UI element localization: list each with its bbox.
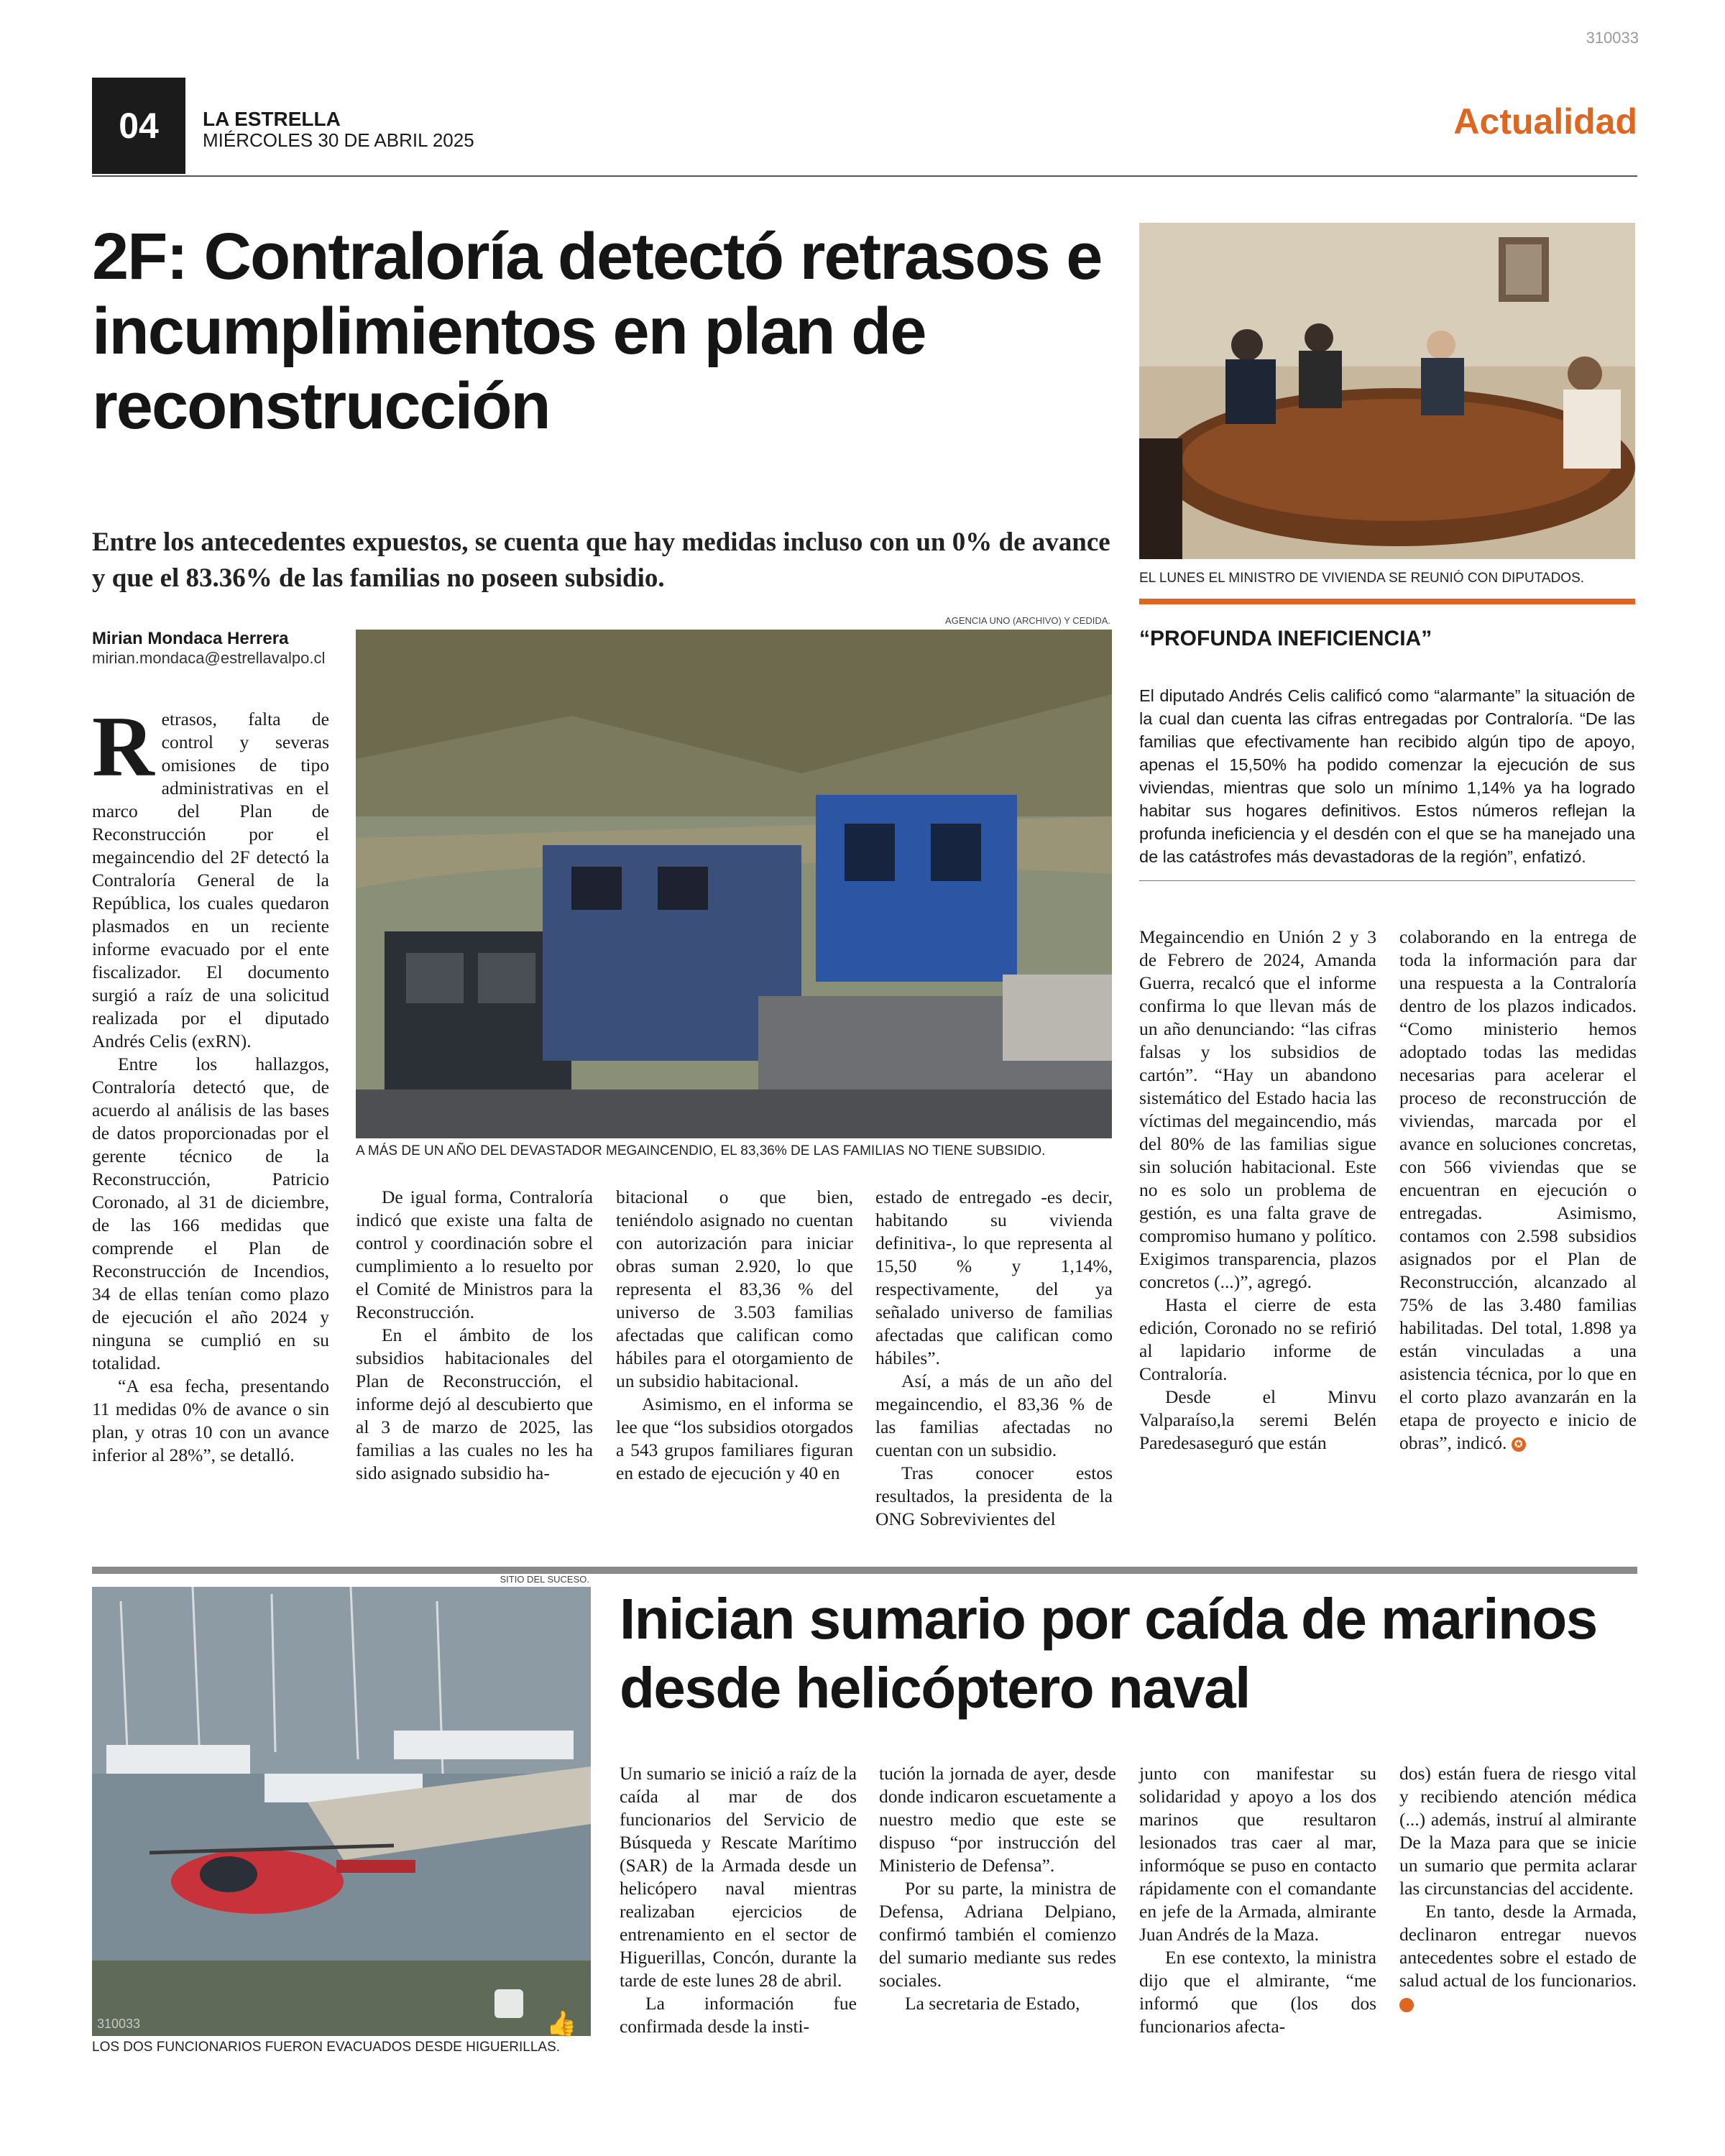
article2-col3-p1: junto con manifestar su solidaridad y apoyo a los dos marinos que resultaron lesionados tras caer al mar, informóque se puso en contacto rápidamente con el comandante en jefe de la Armada, almirante Juan Andrés de la Maza. (1139, 1763, 1376, 1945)
article1-col2-p2: En el ámbito de los subsidios habitacionales del Plan de Reconstrucción, el informe dejó al descubierto que al 3 de marzo de 2025, las familias a las cuales no les ha sido asignado subsidio ha- (356, 1325, 593, 1483)
sidebar-accent-rule (1139, 599, 1635, 604)
main-headline: 2F: Contraloría detectó retrasos e incumplimientos en plan de reconstrucción (92, 220, 1102, 443)
article2-col3-p2: En ese contexto, la ministra dijo que el almirante, “me informó que (los dos funcionarios afecta- (1139, 1947, 1376, 2037)
article2-column-2 (879, 1762, 1116, 2015)
meeting-photo (1139, 223, 1635, 559)
article2-column-1 (620, 1762, 857, 2038)
end-mark-icon: ✪ (1512, 1437, 1526, 1452)
article1-col5-p3: Desde el Minvu Valparaíso,la seremi Belén Paredesaseguró que están (1139, 1386, 1376, 1453)
author-name: Mirian Mondaca Herrera (92, 629, 289, 648)
sidebar-rule (1139, 880, 1635, 881)
helicopter-photo (92, 1587, 591, 2036)
section-label: Actualidad (1453, 101, 1637, 142)
issue-date: MIÉRCOLES 30 DE ABRIL 2025 (203, 129, 474, 151)
article2-column-3 (1139, 1762, 1376, 2038)
article1-col5-p2: Hasta el cierre de esta edición, Coronado no se refirió al lapidario informe de Contraloría. (1139, 1294, 1376, 1384)
meeting-photo-caption: EL LUNES EL MINISTRO DE VIVIENDA SE REUNIÓ CON DIPUTADOS. (1139, 571, 1585, 586)
article2-col4-p2: En tanto, desde la Armada, declinaron entregar nuevos antecedentes sobre el estado de salud actual de los funcionarios. (1399, 1901, 1637, 1991)
article1-col4-p1: estado de entregado -es decir, habitando su vivienda definitiva-, lo que representa al 15,50 % y 1,14%, respectivamente, del ya señalado universo de familias afectadas que califican como hábiles”. (875, 1187, 1113, 1368)
article1-col1-p2: Entre los hallazgos, Contraloría detectó que, de acuerdo al análisis de las bases de datos proporcionadas por el gerente técnico de la Reconstrucción, Patricio Coronado, al 31 de diciembre, de las 166 medidas que comprende el Plan de Reconstrucción de Incendios, 34 de ellas tenían como plazo de ejecución el año 2024 y ninguna se cumplió en su totalidad. (92, 1054, 329, 1373)
main-deck: Entre los antecedentes expuestos, se cuenta que hay medidas incluso con un 0% de avance y que el 83.36% de las familias no poseen subsidio. (92, 528, 1110, 593)
article2-col4-p1: dos) están fuera de riesgo vital y recibiendo atención médica (...) además, instruí al almirante De la Maza para que se inicie un sumario que permita aclarar las circunstancias del accidente. (1399, 1763, 1637, 1899)
end-mark-icon: ✪ (1399, 1998, 1414, 2012)
author-email: mirian.mondaca@estrellavalpo.cl (92, 649, 326, 667)
article1-col4-p2: Así, a más de un año del megaincendio, el 83,36 % de las familias afectadas no cuentan con un subsidio. (875, 1370, 1113, 1460)
article1-col3-p2: Asimismo, en el informa se lee que “los subsidios otorgados a 543 grupos familiares figuran en estado de ejecución y 40 en (616, 1393, 853, 1483)
article1-column-6 (1399, 926, 1637, 1455)
newspaper-name: LA ESTRELLA (203, 108, 341, 130)
article1-column-2 (356, 1186, 593, 1485)
fire-photo-credit: AGENCIA UNO (ARCHIVO) Y CEDIDA. (945, 615, 1110, 626)
article2-col2-p3: La secretaria de Estado, (905, 1993, 1080, 2014)
photo-watermark: 310033 (97, 2017, 141, 2031)
article1-column-5 (1139, 926, 1376, 1455)
article1-col6-p1: colaborando en la entrega de toda la información para dar una respuesta a la Contraloría dentro de los plazos indicados. “Como ministerio hemos adoptado todas las medidas necesarias para acelerar el proceso de reconstrucción de viviendas, marcada por el avance en soluciones concretas, con 566 viviendas que se encuentran en ejecución o entregadas. Asimismo, contamos con 2.598 subsidios asignados por el Plan de Reconstrucción, alcanzado al 75% de las 3.480 familias habilitadas. Del total, 1.898 ya están vinculadas a una asistencia técnica, por lo que en el corto plazo avanzarán en la etapa de proyecto e inicio de obras”, indicó. (1399, 926, 1637, 1453)
article1-column-4 (875, 1186, 1113, 1531)
sidebar-title: “PROFUNDA INEFICIENCIA” (1139, 627, 1432, 650)
helicopter-photo-credit: SITIO DEL SUCESO. (500, 1574, 589, 1585)
article1-col4-p3: Tras conocer estos resultados, la presidenta de la ONG Sobrevivientes del (875, 1462, 1113, 1529)
page-number: 04 (92, 78, 185, 174)
second-headline: Inician sumario por caída de marinos desde helicóptero naval (620, 1587, 1597, 1720)
article1-col3-p1: bitacional o que bien, teniéndolo asignado no cuentan con autorización para iniciar obras suman 2.920, lo que representa el 83,36 % del universo de 3.503 familias afectadas que califican como hábiles para el otorgamiento de un subsidio habitacional. (616, 1187, 853, 1391)
article2-col2-p2: Por su parte, la ministra de Defensa, Adriana Delpiano, confirmó también el comienzo del sumario mediante sus redes sociales. (879, 1878, 1116, 1991)
drop-cap: R (92, 699, 155, 794)
fire-photo-caption: A MÁS DE UN AÑO DEL DEVASTADOR MEGAINCENDIO, EL 83,36% DE LAS FAMILIAS NO TIENE SUBSIDIO. (356, 1143, 1046, 1158)
article1-column-1 (92, 699, 329, 1467)
article2-col1-p2: La información fue confirmada desde la insti- (620, 1993, 857, 2037)
article1-col1-p1: etrasos, falta de control y severas omisiones de tipo administrativas en el marco del Plan de Reconstrucción por el megaincendio del 2F detectó la Contraloría General de la República, los cuales quedaron plasmados en un reciente informe evacuado por el ente fiscalizador. El documento surgió a raíz de una solicitud realizada por el diputado Andrés Celis (exRN). (92, 709, 329, 1051)
page-id: 310033 (1586, 29, 1639, 47)
article1-col2-p1: De igual forma, Contraloría indicó que existe una falta de control y coordinación sobre el cumplimiento a lo resuelto por el Comité de Ministros para la Reconstrucción. (356, 1187, 593, 1322)
article1-column-3 (616, 1186, 853, 1485)
fire-damage-photo (356, 630, 1112, 1138)
article1-col1-p3: “A esa fecha, presentando 11 medidas 0% de avance o sin plan, y otras 10 con un avance inferior al 28%”, se detalló. (92, 1376, 329, 1465)
article1-col5-p1: Megaincendio en Unión 2 y 3 de Febrero de 2024, Amanda Guerra, recalcó que el informe confirma lo que llevan más de un año denunciando: “las cifras falsas y los subsidios de cartón”. “Hay un abandono sistemático del Estado hacia las víctimas del megaincendio, más del 80% de las familias sigue sin solución habitacional. Este no es solo un problema de gestión, es una falta grave de compromiso humano y político. Exigimos transparencia, plazos concretos (...)”, agregó. (1139, 926, 1376, 1292)
article2-col1-p1: Un sumario se inició a raíz de la caída al mar de dos funcionarios del Servicio de Búsqueda y Rescate Marítimo (SAR) de la Armada desde un helicópero naval mientras realizaban ejercicios de entrenamiento en el sector de Higuerillas, Concón, durante la tarde de este lunes 28 de abril. (620, 1763, 857, 1991)
thumbs-up-icon: 👍 (546, 2010, 577, 2037)
section-divider (92, 1567, 1637, 1574)
header-rule (92, 175, 1637, 177)
helicopter-photo-caption: LOS DOS FUNCIONARIOS FUERON EVACUADOS DESDE HIGUERILLAS. (92, 2040, 561, 2055)
article2-col2-p1: tución la jornada de ayer, desde donde indicaron escuetamente a nuestro medio que este se dispuso “por instrucción del Ministerio de Defensa”. (879, 1763, 1116, 1876)
article2-column-4 (1399, 1762, 1637, 2015)
sidebar-text: El diputado Andrés Celis calificó como “alarmante” la situación de la cual dan cuenta las cifras entregadas por Contraloría. “De las familias que efectivamente han recibido algún tipo de apoyo, apenas el 15,50% ha podido comenzar la ejecución de sus viviendas, mientras que solo un mínimo 1,14% ya ha logrado habitar sus hogares definitivos. Estos números reflejan la profunda ineficiencia y el desdén con el que se ha manejado una de las catástrofes más devastadoras de la región”, enfatizó. (1139, 686, 1635, 866)
